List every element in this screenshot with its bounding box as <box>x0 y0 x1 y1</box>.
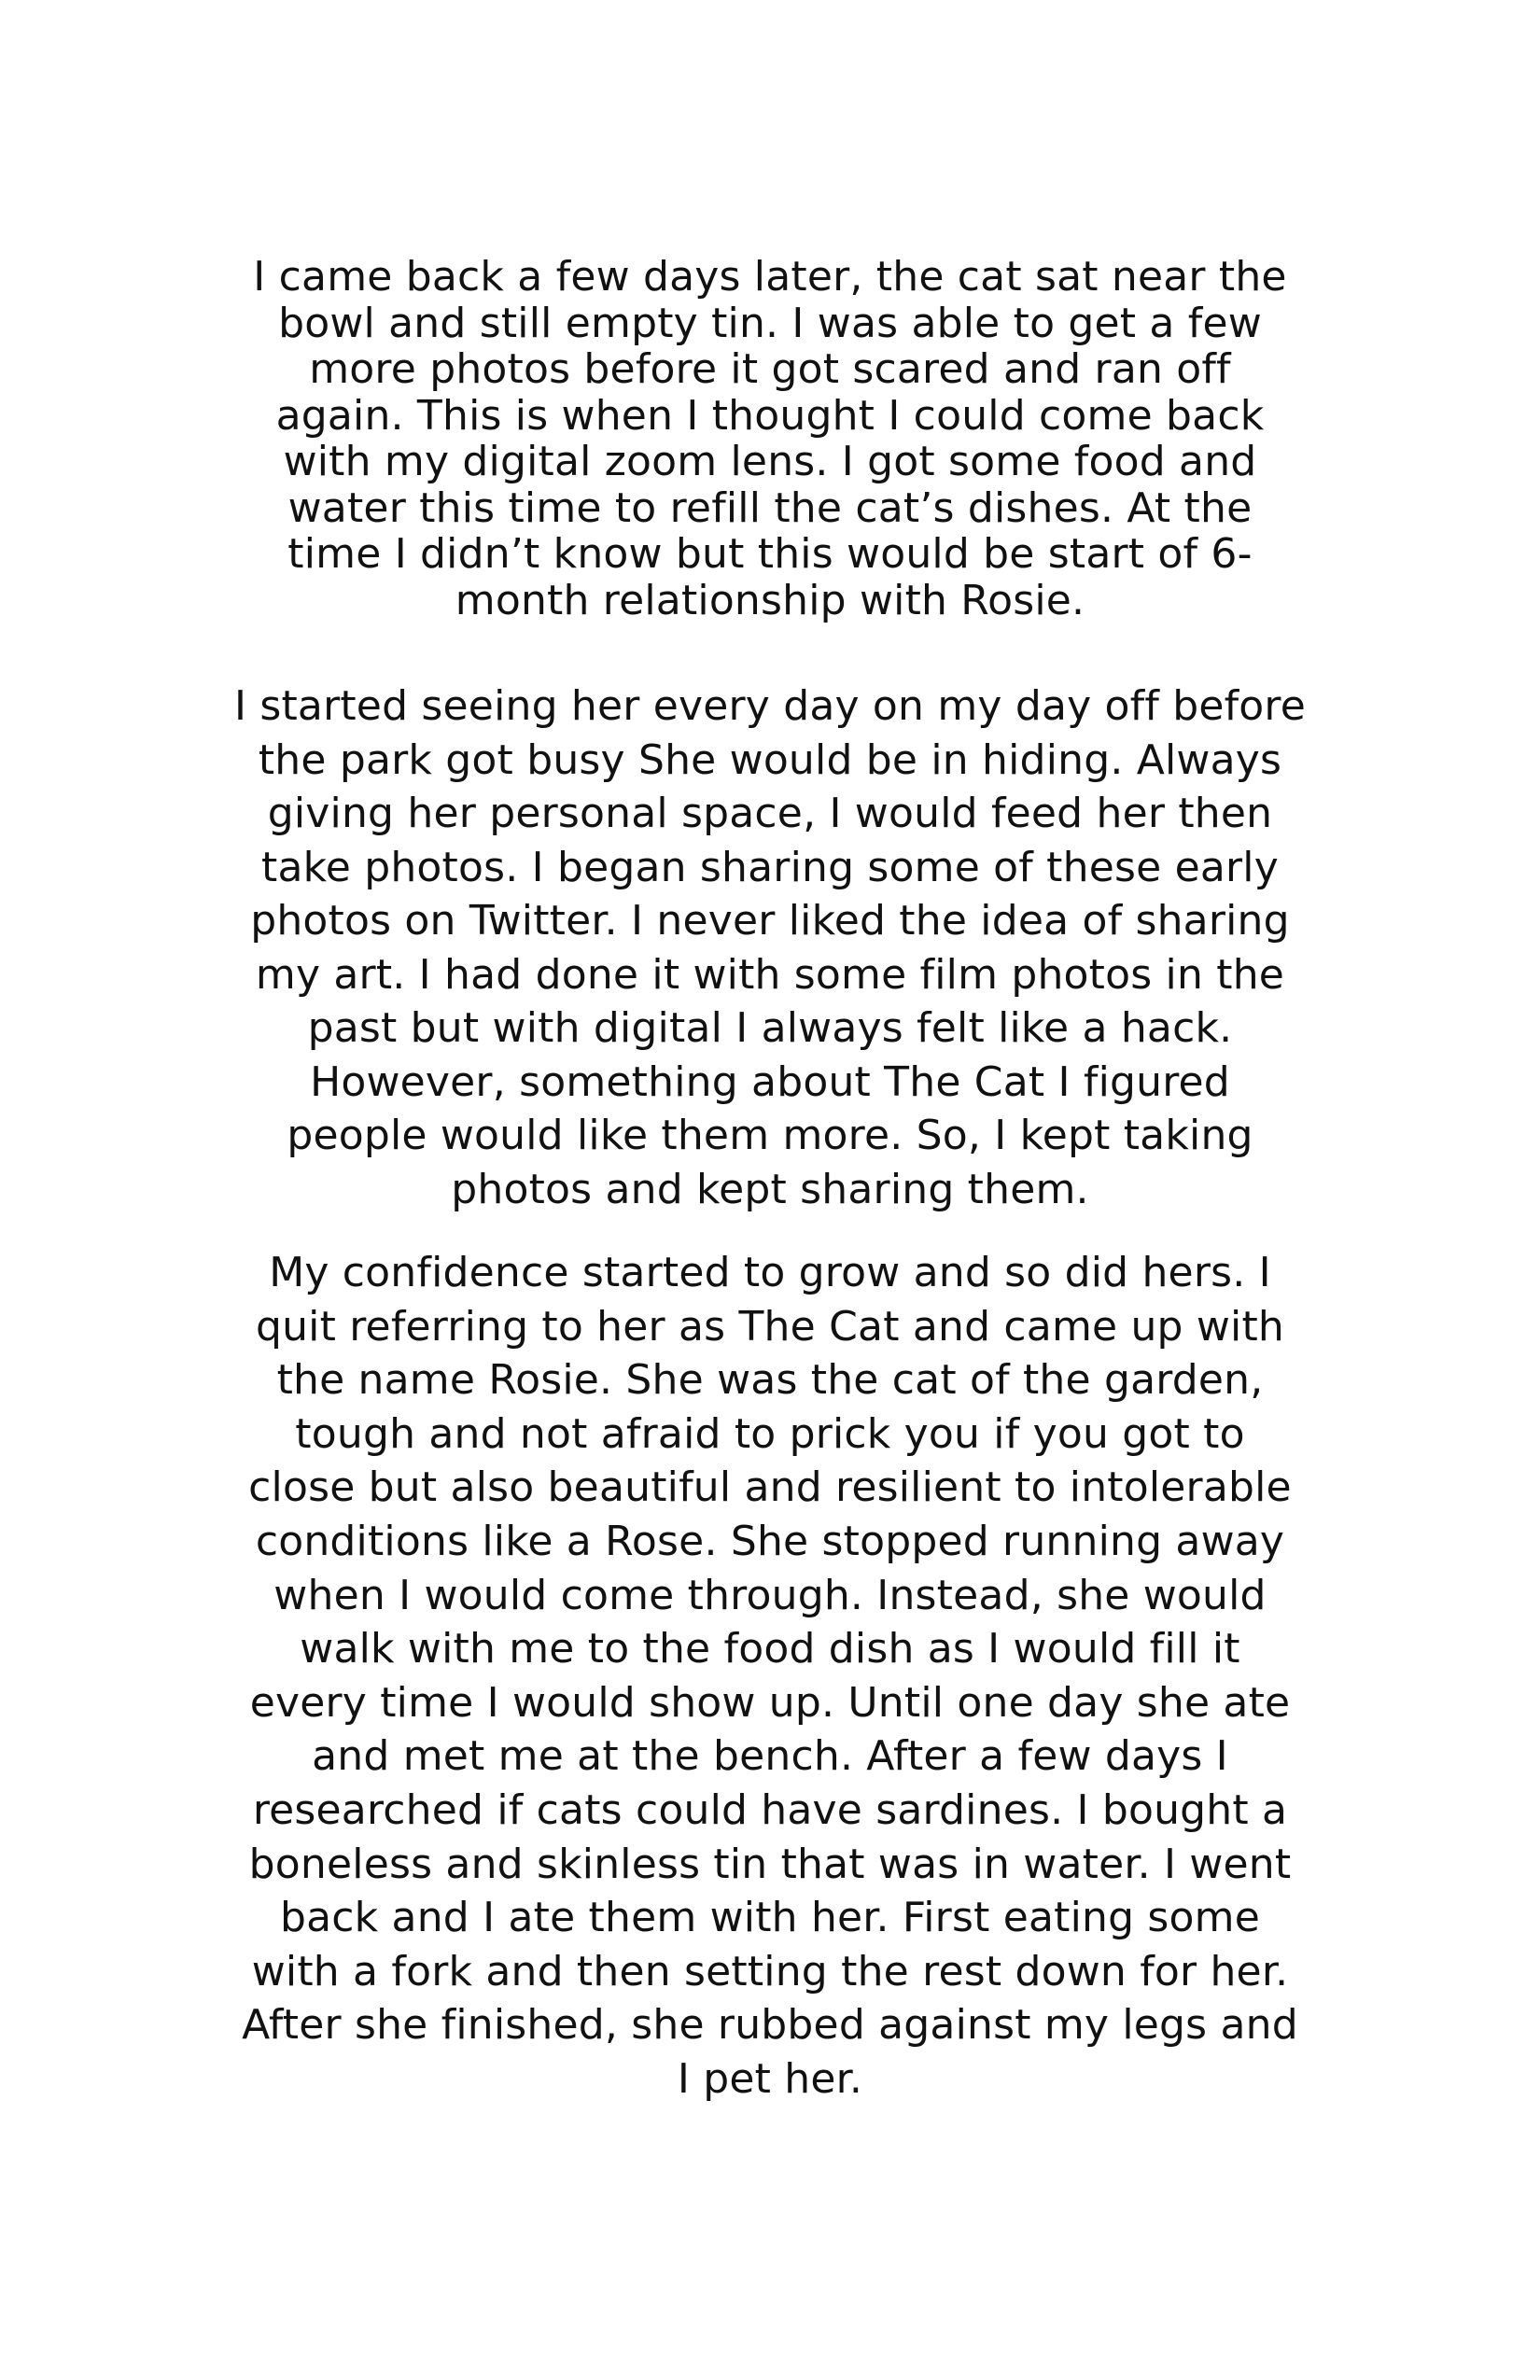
paragraph-line: with my digital zoom lens. I got some food and <box>283 438 1257 485</box>
paragraph-line: the name Rosie. She was the cat of the garden, <box>276 1356 1264 1405</box>
paragraph-line: I pet her. <box>677 2054 863 2103</box>
paragraph-line: back and I ate them with her. First eating some <box>280 1894 1260 1942</box>
paragraph-line: After she finished, she rubbed against my legs and <box>242 2001 1298 2050</box>
paragraph-line: researched if cats could have sardines. I bought a <box>252 1785 1288 1834</box>
paragraph-line: when I would come through. Instead, she would <box>273 1571 1267 1619</box>
paragraph-line: every time I would show up. Until one day she ate <box>249 1678 1291 1727</box>
paragraph-line: water this time to refill the cat’s dishes. At the <box>287 483 1253 532</box>
paragraph-line: I started seeing her every day on my day off before <box>233 682 1307 730</box>
paragraph-line: again. This is when I thought I could come back <box>275 391 1265 440</box>
paragraph-1 <box>173 254 1367 623</box>
paragraph-line: photos and kept sharing them. <box>451 1165 1089 1213</box>
paragraph-line: my art. I had done it with some film photos in the <box>255 950 1285 999</box>
paragraph-line: tough and not afraid to prick you if you got to <box>295 1409 1245 1458</box>
paragraph-line: month relationship with Rosie. <box>455 576 1085 624</box>
paragraph-line: close but also beautiful and resilient to intolerable <box>248 1463 1292 1512</box>
paragraph-line: more photos before it got scared and ran off <box>309 345 1231 393</box>
paragraph-line: take photos. I began sharing some of these early <box>261 843 1279 891</box>
paragraph-line: quit referring to her as The Cat and came up with <box>255 1302 1285 1351</box>
paragraph-line: conditions like a Rose. She stopped running away <box>255 1517 1285 1565</box>
paragraph-line: the park got busy She would be in hiding. Always <box>258 735 1282 784</box>
paragraph-line: and met me at the bench. After a few days I <box>312 1732 1228 1781</box>
paragraph-line: with a fork and then setting the rest down for her. <box>251 1947 1289 1995</box>
paragraph-line: My confidence started to grow and so did hers. I <box>269 1249 1271 1296</box>
paragraph-line: time I didn’t know but this would be start of 6- <box>287 530 1253 578</box>
paragraph-2 <box>173 679 1367 1216</box>
paragraph-line: people would like them more. So, I kept taking <box>287 1112 1253 1159</box>
paragraph-line: I came back a few days later, the cat sat near the <box>253 253 1287 301</box>
paragraph-3 <box>173 1246 1367 2107</box>
paragraph-line: boneless and skinless tin that was in water. I went <box>248 1840 1292 1888</box>
paragraph-line: bowl and still empty tin. I was able to get a few <box>278 299 1262 347</box>
paragraph-line: walk with me to the food dish as I would fill it <box>300 1625 1240 1673</box>
paragraph-line: photos on Twitter. I never liked the idea of sharing <box>250 897 1290 945</box>
paragraph-line: However, something about The Cat I figured <box>310 1057 1230 1106</box>
paragraph-line: past but with digital I always felt like a hack. <box>307 1004 1233 1052</box>
paragraph-line: giving her personal space, I would feed her then <box>267 790 1273 837</box>
